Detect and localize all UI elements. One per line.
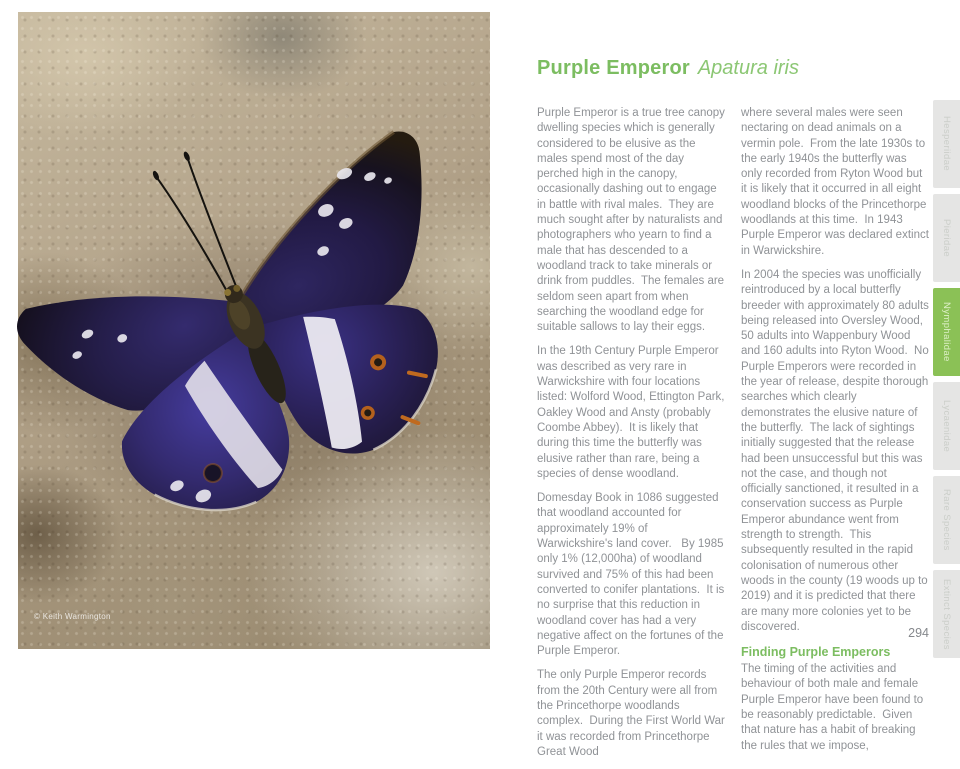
tab-pieridae[interactable]: Pieridae xyxy=(933,194,960,282)
body-paragraph: where several males were seen nectaring on dead animals on a vermin pole. From the late 1930s to the early 1940s the butterfly was only recorded from Ryton Wood but it is likely that it occurred in all eight woodland blocks of the Princethorpe woodlands at this time. In 1943 Purple Emperor was declared extinct in Warwickshire. xyxy=(741,107,933,257)
body-paragraph: The timing of the activities and behaviour of both male and female Purple Emperor have been found to be reasonably predictable. Given that nature has a habit of breaking the rules that we impose, xyxy=(741,663,927,752)
column-left xyxy=(537,106,729,769)
tab-nymphalidae[interactable]: Nymphalidae xyxy=(933,288,960,376)
species-common-name: Purple Emperor xyxy=(537,57,690,79)
column-right xyxy=(741,106,933,769)
species-scientific-name: Apatura iris xyxy=(697,57,799,79)
body-paragraph: Purple Emperor is a true tree canopy dwelling species which is generally considered to be elusive as the males spend most of the day perched high in the canopy, occasionally dashing out to engage in battle with rival males. They are much sought after by naturalists and photographers who yearn to find a male that has descended to a woodland track to take minerals or drink from puddles. The females are seldom seen apart from when searching the woodland edge for suitable sallows to lay their eggs. xyxy=(537,107,729,334)
tab-lycaenidae[interactable]: Lycaenidae xyxy=(933,382,960,470)
page-number: 294 xyxy=(908,626,929,640)
butterfly-illustration xyxy=(18,12,490,649)
photo-credit: © Keith Warmington xyxy=(34,612,111,621)
tab-extinct-species[interactable]: Extinct Species xyxy=(933,570,960,658)
body-paragraph: In 2004 the species was unofficially reintroduced by a local butterfly breeder with approximately 80 adults being released into Oversley Wood, 50 adults into Wappenbury Wood and 160 adults into Ryton Wood. No Purple Emperors were recorded in the year of release, despite thorough searches which clearly demonstrates the elusive nature of the butterfly. The lack of sightings initially suggested that the release had been unsuccessful but this was not the case, and though not officially sanctioned, it resulted in a conservation success as Purple Emperor abundance went from strength to strength. This subsequently resulted in the rapid colonisation of numerous other woods in the county (19 woods up to 2019) and it is predicted that there are many more colonies yet to be discovered. xyxy=(741,268,933,633)
article-body xyxy=(537,106,933,769)
tab-rare-species[interactable]: Rare Species xyxy=(933,476,960,564)
species-title xyxy=(537,57,799,80)
body-paragraph: Domesday Book in 1086 suggested that woodland accounted for approximately 19% of Warwickshire's land cover. By 1985 only 1% (12,000ha) of woodland survived and 75% of this had been converted to conifer plantations. It is no surprise that this reduction in woodland cover has had a very negative affect on the fortunes of the Purple Emperor. xyxy=(537,492,728,658)
section-subheading: Finding Purple Emperors xyxy=(741,645,891,660)
butterfly-photo xyxy=(18,12,490,649)
family-tab-rail xyxy=(933,100,960,664)
body-paragraph: The only Purple Emperor records from the 20th Century were all from the Princethorpe woodlands complex. During the First World War it was recorded from Princethorpe Great Wood xyxy=(537,669,729,758)
body-paragraph: In the 19th Century Purple Emperor was described as very rare in Warwickshire with four locations listed: Wolford Wood, Ettington Park, Oakley Wood and Ansty (probably Coombe Abbey). It is likely that during this time the butterfly was elusive rather than rare, being a species of dense woodland. xyxy=(537,345,728,480)
tab-hesperiidae[interactable]: Hesperiidae xyxy=(933,100,960,188)
